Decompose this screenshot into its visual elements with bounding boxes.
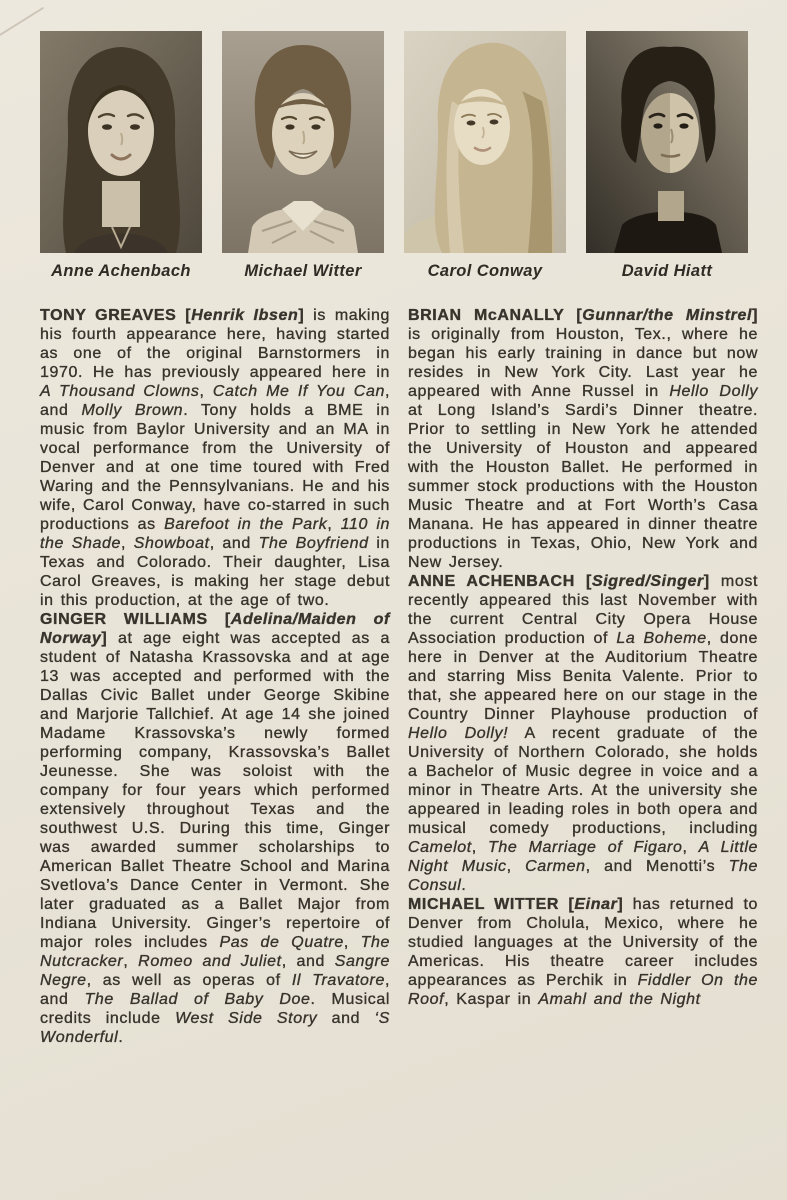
- photo-caption-michael-witter: Michael Witter: [244, 262, 362, 280]
- bio-ginger-williams: GINGER WILLIAMS [Adelina/Maiden of Norway] at age eight was accepted as a student of Natasha Krassovska and at age 13 was accepted and performed with the Dallas Civic Ballet under George Skibine and Marjorie Tallchief. At age 14 she joined Madame Krassovska’s newly formed performing company, Krassovska’s Ballet Jeunesse. She was soloist with the company for four years which performed extensively throughout Texas and the southwest U.S. During this time, Ginger was awarded summer scholarships to American Ballet Theatre School and Marina Svetlova’s Dance Center in Vermont. She later graduated as a Ballet Major from Indiana University. Ginger’s repertoire of major roles includes Pas de Quatre, The Nutcracker, Romeo and Juliet, and Sangre Negre, as well as operas of Il Travatore, and The Ballad of Baby Doe. Musical credits include West Side Story and ‘S Wonderful.: [40, 611, 390, 1046]
- headshot-david-hiatt: [586, 31, 748, 281]
- bio-column-left: [40, 306, 390, 1047]
- bio-brian-mcanally: BRIAN McANALLY [Gunnar/the Minstrel] is originally from Houston, Tex., where he began his early training in dance but now resides in New York City. Last year he appeared with Anne Russel in Hello Dolly at Long Island’s Sardi’s Dinner theatre. Prior to settling in New York he attended the University of Houston and appeared with the Houston Ballet. He performed in summer stock productions with the Houston Music Theatre and at Fort Worth’s Casa Manana. He has appeared in dinner theatre productions in Texas, Ohio, New York and New Jersey.: [408, 307, 758, 571]
- bio-michael-witter: MICHAEL WITTER [Einar] has returned to Denver from Cholula, Mexico, where he studied languages at the University of the Americas. His theatre career includes appearances as Perchik in Fiddler On the Roof, Kaspar in Amahl and the Night: [408, 896, 758, 1008]
- headshot-michael-witter: [222, 31, 384, 281]
- photo-david-hiatt: [586, 31, 748, 253]
- photo-anne-achenbach: [40, 31, 202, 253]
- photo-carol-conway: [404, 31, 566, 253]
- bio-columns: [0, 281, 787, 1047]
- headshot-anne-achenbach: [40, 31, 202, 281]
- portrait-image: [222, 31, 384, 253]
- photo-caption-carol-conway: Carol Conway: [427, 262, 543, 280]
- cast-photos-row: [0, 0, 787, 281]
- photo-caption-david-hiatt: David Hiatt: [621, 262, 713, 280]
- headshot-carol-conway: [404, 31, 566, 281]
- bio-tony-greaves: TONY GREAVES [Henrik Ibsen] is making his fourth appearance here, having started as one of the original Barnstormers in 1970. He has previously appeared here in A Thousand Clowns, Catch Me If You Can, and Molly Brown. Tony holds a BME in music from Baylor University and an MA in vocal performance from the University of Denver and at one time toured with Fred Waring and the Pennsylvanians. He and his wife, Carol Conway, have co-starred in such productions as Barefoot in the Park, 110 in the Shade, Showboat, and The Boyfriend in Texas and Colorado. Their daughter, Lisa Carol Greaves, is making her stage debut in this production, at the age of two.: [40, 307, 391, 609]
- portrait-image: [40, 31, 202, 253]
- bio-column-right: [408, 306, 758, 1047]
- portrait-image: [404, 31, 566, 253]
- portrait-image: [586, 31, 748, 253]
- photo-michael-witter: [222, 31, 384, 253]
- photo-caption-anne-achenbach: Anne Achenbach: [51, 262, 191, 280]
- bio-anne-achenbach: ANNE ACHENBACH [Sigred/Singer] most recently appeared this last November with the current Central City Opera House Association production of La Boheme, done here in Denver at the Auditorium Theatre and starring Miss Benita Valente. Prior to that, she appeared here on our stage in the Country Dinner Playhouse production of Hello Dolly! A recent graduate of the University of Northern Colorado, she holds a Bachelor of Music degree in voice and a minor in Theatre Arts. At the university she appeared in leading roles in both opera and musical comedy productions, including Camelot, The Marriage of Figaro, A Little Night Music, Carmen, and Menotti’s The Consul.: [408, 573, 759, 894]
